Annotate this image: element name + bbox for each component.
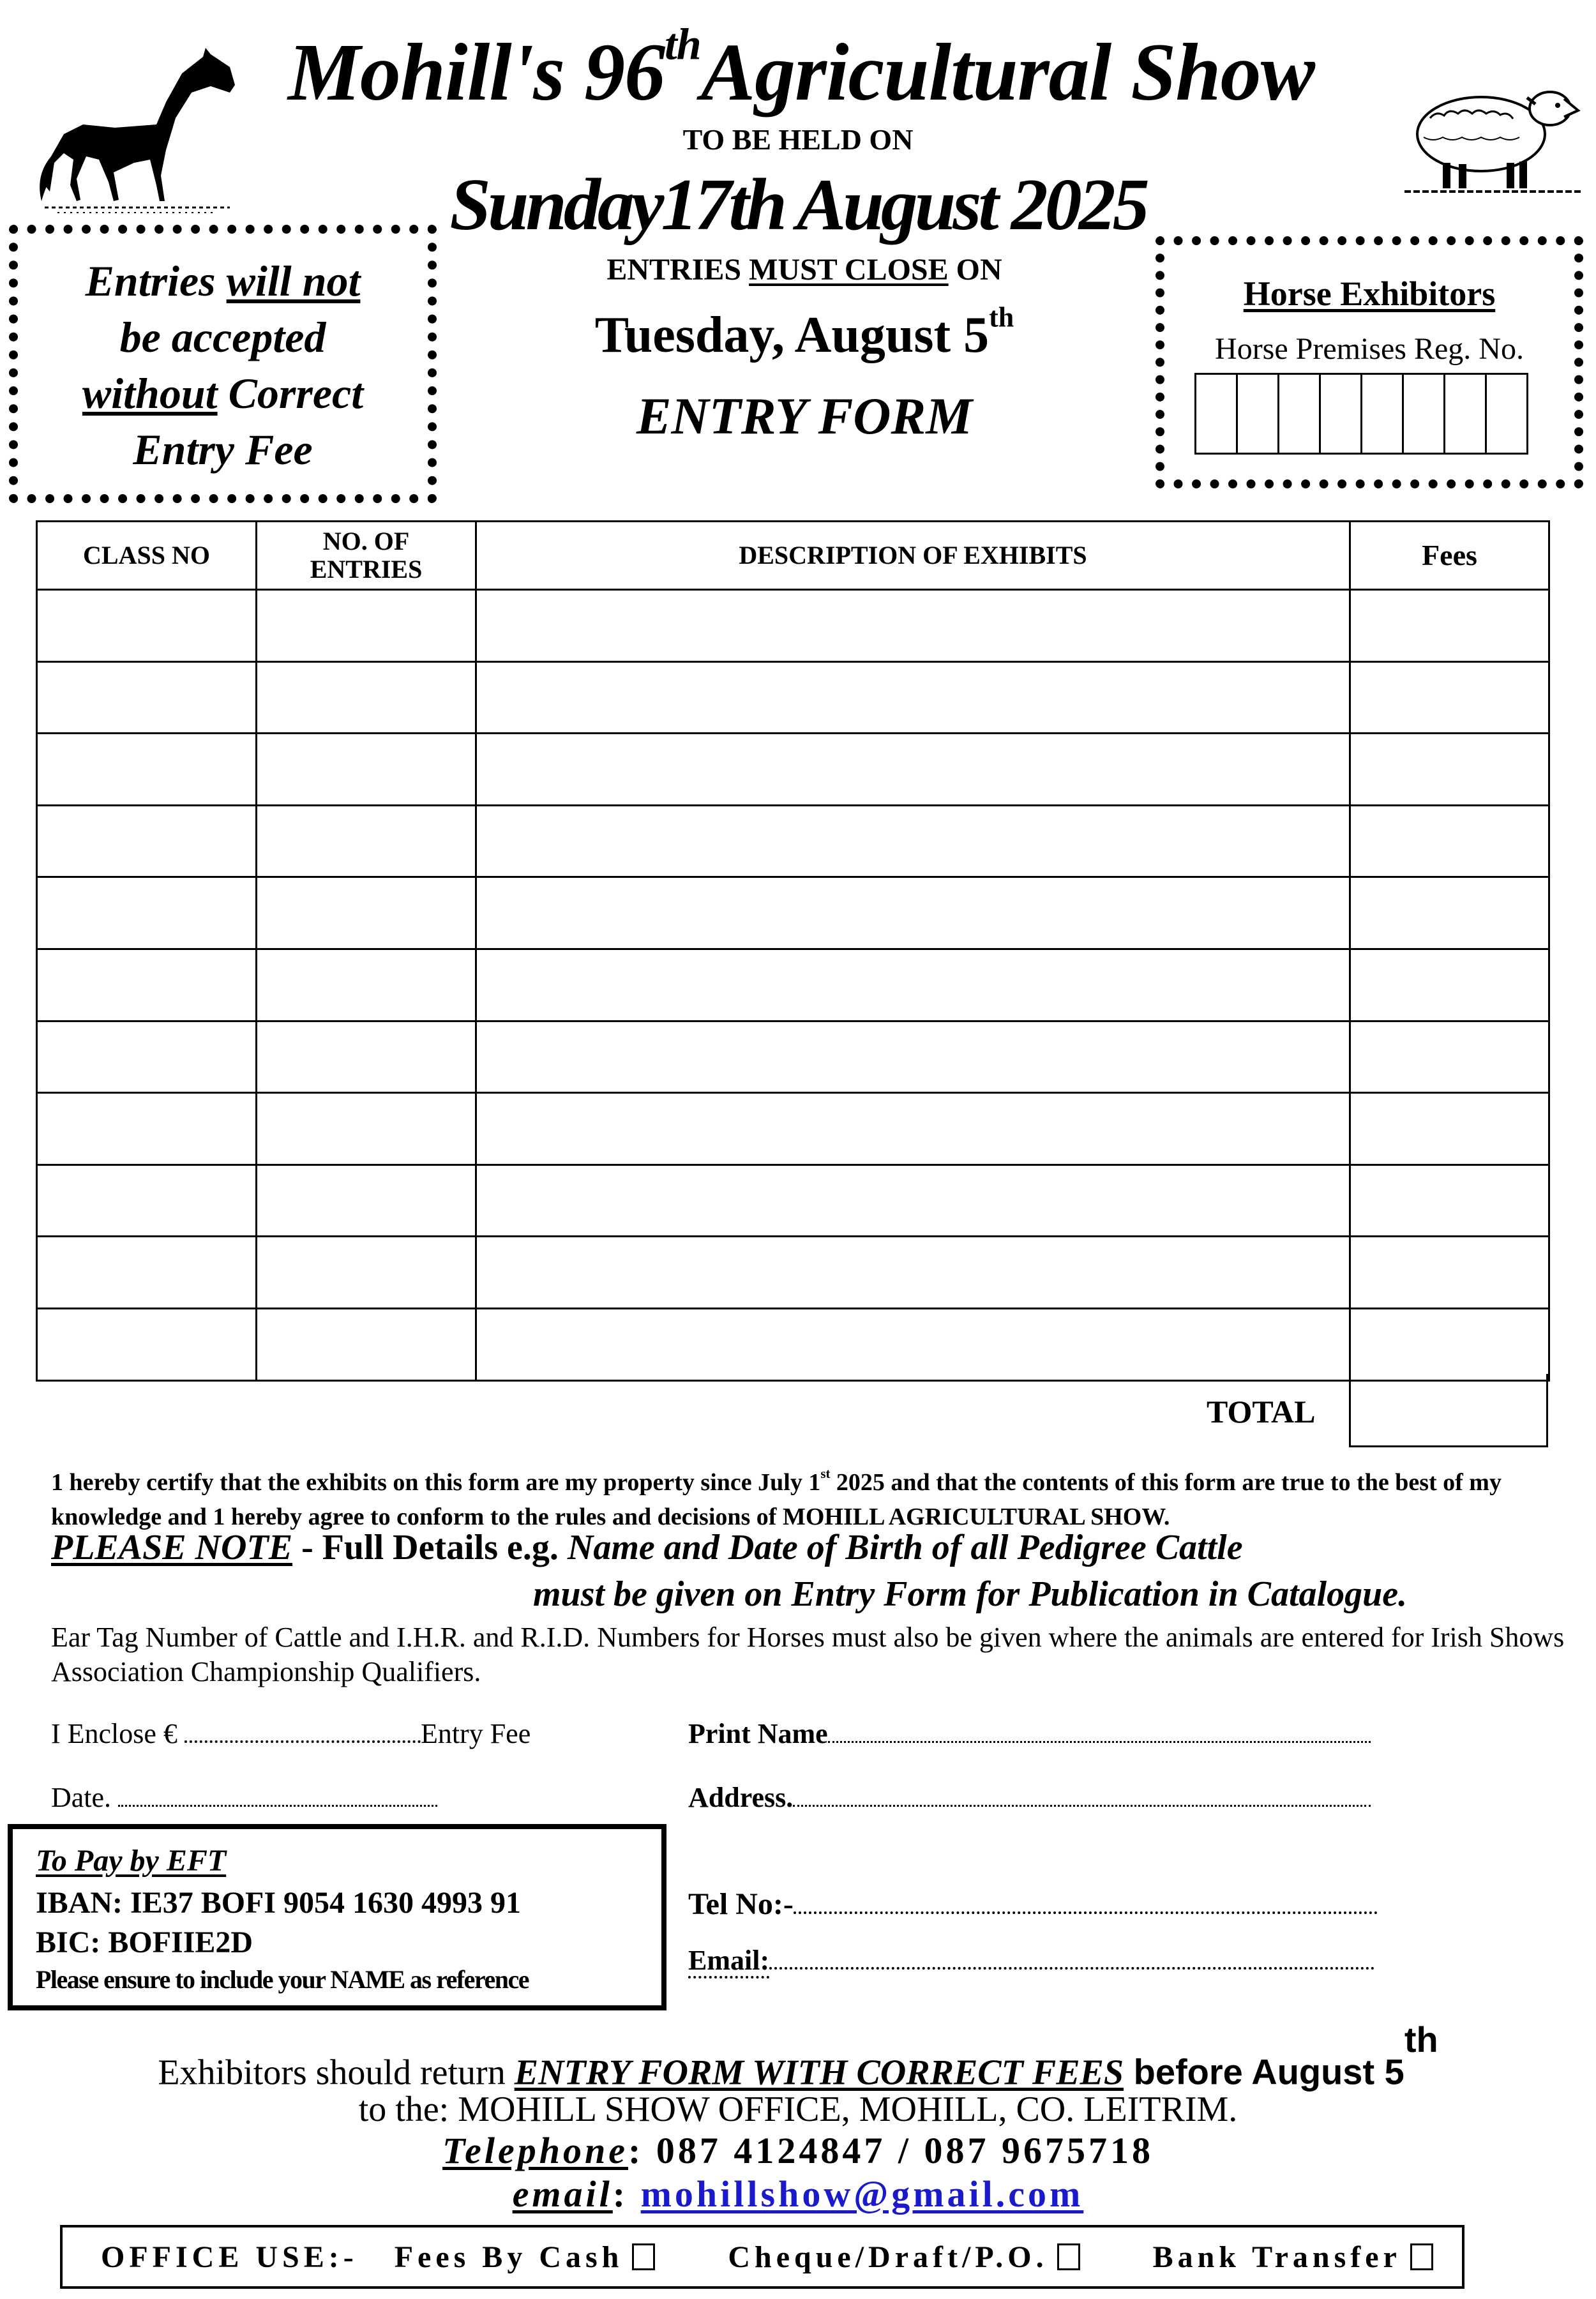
- table-row: [37, 590, 1549, 662]
- description-cell[interactable]: [476, 661, 1350, 734]
- table-row: [37, 877, 1549, 949]
- description-cell[interactable]: [476, 1093, 1350, 1165]
- please-note-line: PLEASE NOTE - Full Details e.g. Name and Date of Birth of all Pedigree Cattle: [51, 1528, 1243, 1567]
- return-instructions: Exhibitors should return ENTRY FORM WITH CORRECT FEES before August 5th: [158, 2019, 1438, 2093]
- transfer-label: Bank Transfer: [1152, 2240, 1401, 2274]
- description-cell[interactable]: [476, 1165, 1350, 1237]
- no-entries-cell[interactable]: [257, 590, 476, 662]
- table-row: [37, 734, 1549, 806]
- description-cell[interactable]: [476, 949, 1350, 1021]
- held-on-label: TO BE HELD ON: [682, 123, 914, 156]
- entries-table: [36, 520, 1550, 1382]
- class-no-cell[interactable]: [37, 661, 257, 734]
- reg-cell[interactable]: [1443, 373, 1487, 455]
- no-entries-cell[interactable]: [257, 734, 476, 806]
- description-cell[interactable]: [476, 734, 1350, 806]
- class-no-cell[interactable]: [37, 1237, 257, 1309]
- please-note-line-2: must be given on Entry Form for Publication in Catalogue.: [533, 1574, 1408, 1614]
- class-no-cell[interactable]: [37, 1165, 257, 1237]
- office-use-label: OFFICE USE:-: [101, 2240, 395, 2274]
- reg-cell[interactable]: [1485, 373, 1528, 455]
- email-field: Email:: [688, 1944, 1374, 1977]
- description-cell[interactable]: [476, 1237, 1350, 1309]
- telephone-line: Telephone: 087 4124847 / 087 9675718: [442, 2130, 1154, 2171]
- total-label: TOTAL: [1207, 1394, 1316, 1429]
- description-cell[interactable]: [476, 1308, 1350, 1380]
- horse-exhibitors-box: [1156, 236, 1583, 488]
- table-row: [37, 1308, 1549, 1380]
- email-input[interactable]: [769, 1954, 1374, 1970]
- col-description: DESCRIPTION OF EXHIBITS: [476, 522, 1350, 590]
- col-no-entries: NO. OF ENTRIES: [257, 522, 476, 590]
- entry-fee-notice-box: [9, 225, 437, 503]
- description-cell[interactable]: [476, 805, 1350, 877]
- cheque-checkbox[interactable]: [1057, 2243, 1080, 2270]
- no-entries-cell[interactable]: [257, 661, 476, 734]
- entries-close-label: ENTRIES MUST CLOSE ON: [606, 253, 1002, 287]
- fees-cell[interactable]: [1350, 590, 1549, 662]
- office-address: to the: MOHILL SHOW OFFICE, MOHILL, CO. LEITRIM.: [358, 2090, 1238, 2129]
- notice-line-2: be accepted: [119, 313, 326, 361]
- closing-date: Tuesday, August 5th: [594, 301, 1014, 363]
- bic: BIC: BOFIIE2D: [36, 1926, 253, 1959]
- reg-cell[interactable]: [1194, 373, 1238, 455]
- horse-illustration: [38, 48, 243, 217]
- no-entries-cell[interactable]: [257, 805, 476, 877]
- table-row: [37, 1093, 1549, 1165]
- class-no-cell[interactable]: [37, 1093, 257, 1165]
- cash-checkbox[interactable]: [632, 2243, 655, 2270]
- class-no-cell[interactable]: [37, 1021, 257, 1093]
- form-title: ENTRY FORM: [636, 387, 973, 445]
- notice-line-3: without Correct: [82, 369, 364, 418]
- office-use-box: [60, 2225, 1464, 2289]
- certification-text: 1 hereby certify that the exhibits on this form are my property since July 1st 2025 and that the contents of this form are true to the best of my knowledge and 1 hereby agree to conform to the rules and decisions of MOHILL AGRICULTURAL SHOW.: [51, 1466, 1502, 1530]
- iban: IBAN: IE37 BOFI 9054 1630 4993 91: [36, 1886, 522, 1920]
- print-name-input[interactable]: [828, 1728, 1371, 1743]
- date-input[interactable]: [118, 1792, 437, 1807]
- enclose-fee-field: I Enclose € Entry Fee: [51, 1718, 531, 1749]
- table-header-row: [37, 522, 1549, 590]
- tel-field: Tel No:-: [688, 1887, 1378, 1922]
- tel-input[interactable]: [794, 1899, 1378, 1914]
- email-line: email: mohillshow@gmail.com: [512, 2173, 1084, 2215]
- eft-reference-note: Please ensure to include your NAME as reference: [36, 1965, 529, 1994]
- col-fees: Fees: [1350, 522, 1549, 590]
- fees-cell[interactable]: [1350, 661, 1549, 734]
- table-row: [37, 1021, 1549, 1093]
- class-no-cell[interactable]: [37, 734, 257, 806]
- reg-cell[interactable]: [1319, 373, 1362, 455]
- description-cell[interactable]: [476, 590, 1350, 662]
- date-field: Date.: [51, 1781, 437, 1814]
- reg-cell[interactable]: [1236, 373, 1279, 455]
- no-entries-cell[interactable]: [257, 949, 476, 1021]
- class-no-cell[interactable]: [37, 590, 257, 662]
- cheque-label: Cheque/Draft/P.O.: [728, 2240, 1048, 2274]
- class-no-cell[interactable]: [37, 949, 257, 1021]
- fees-cell[interactable]: [1350, 949, 1549, 1021]
- fees-cell[interactable]: [1350, 1308, 1549, 1380]
- premises-reg-label: Horse Premises Reg. No.: [1215, 332, 1524, 366]
- fees-cell[interactable]: [1350, 1021, 1549, 1093]
- email-link[interactable]: mohillshow@gmail.com: [640, 2173, 1084, 2215]
- no-entries-cell[interactable]: [257, 1237, 476, 1309]
- address-field: Address.: [688, 1781, 1371, 1814]
- address-input[interactable]: [793, 1792, 1371, 1807]
- table-row: [37, 1165, 1549, 1237]
- description-cell[interactable]: [476, 1021, 1350, 1093]
- table-row: [37, 805, 1549, 877]
- fees-cell[interactable]: [1350, 1237, 1549, 1309]
- fees-cell[interactable]: [1350, 805, 1549, 877]
- transfer-checkbox[interactable]: [1410, 2243, 1433, 2270]
- fees-cell[interactable]: [1350, 1093, 1549, 1165]
- horse-exhibitors-heading: Horse Exhibitors: [1243, 275, 1496, 313]
- eft-payment-box: [8, 1824, 666, 2010]
- col-class-no: CLASS NO: [37, 522, 257, 590]
- total-fee-cell[interactable]: [1349, 1374, 1548, 1447]
- reg-cell[interactable]: [1277, 373, 1321, 455]
- class-no-cell[interactable]: [37, 805, 257, 877]
- fees-cell[interactable]: [1350, 1165, 1549, 1237]
- no-entries-cell[interactable]: [257, 1093, 476, 1165]
- no-entries-cell[interactable]: [257, 877, 476, 949]
- reg-cell[interactable]: [1402, 373, 1445, 455]
- print-name-field: Print Name: [688, 1717, 1371, 1750]
- description-cell[interactable]: [476, 877, 1350, 949]
- cash-label: Fees By Cash: [394, 2240, 624, 2274]
- class-no-cell[interactable]: [37, 1308, 257, 1380]
- sheep-illustration: [1404, 80, 1583, 201]
- no-entries-cell[interactable]: [257, 1021, 476, 1093]
- fees-cell[interactable]: [1350, 877, 1549, 949]
- fees-cell[interactable]: [1350, 734, 1549, 806]
- ear-tag-note: Ear Tag Number of Cattle and I.H.R. and R.I.D. Numbers for Horses must also be given where the animals are entered for Irish Shows Association Championship Qualifiers.: [51, 1622, 1565, 1687]
- no-entries-cell[interactable]: [257, 1308, 476, 1380]
- table-row: [37, 661, 1549, 734]
- notice-line-1: Entries will not: [85, 257, 361, 305]
- show-date: Sunday17th August 2025: [449, 164, 1147, 246]
- show-title: Mohill's 96thAgricultural Show: [288, 19, 1314, 117]
- table-row: [37, 1237, 1549, 1309]
- table-row: [37, 949, 1549, 1021]
- class-no-cell[interactable]: [37, 877, 257, 949]
- eft-heading: To Pay by EFT: [36, 1844, 227, 1878]
- notice-line-4: Entry Fee: [133, 425, 313, 474]
- reg-cell[interactable]: [1360, 373, 1404, 455]
- no-entries-cell[interactable]: [257, 1165, 476, 1237]
- premises-reg-cells[interactable]: [1196, 373, 1528, 455]
- enclose-amount-input[interactable]: [184, 1721, 421, 1743]
